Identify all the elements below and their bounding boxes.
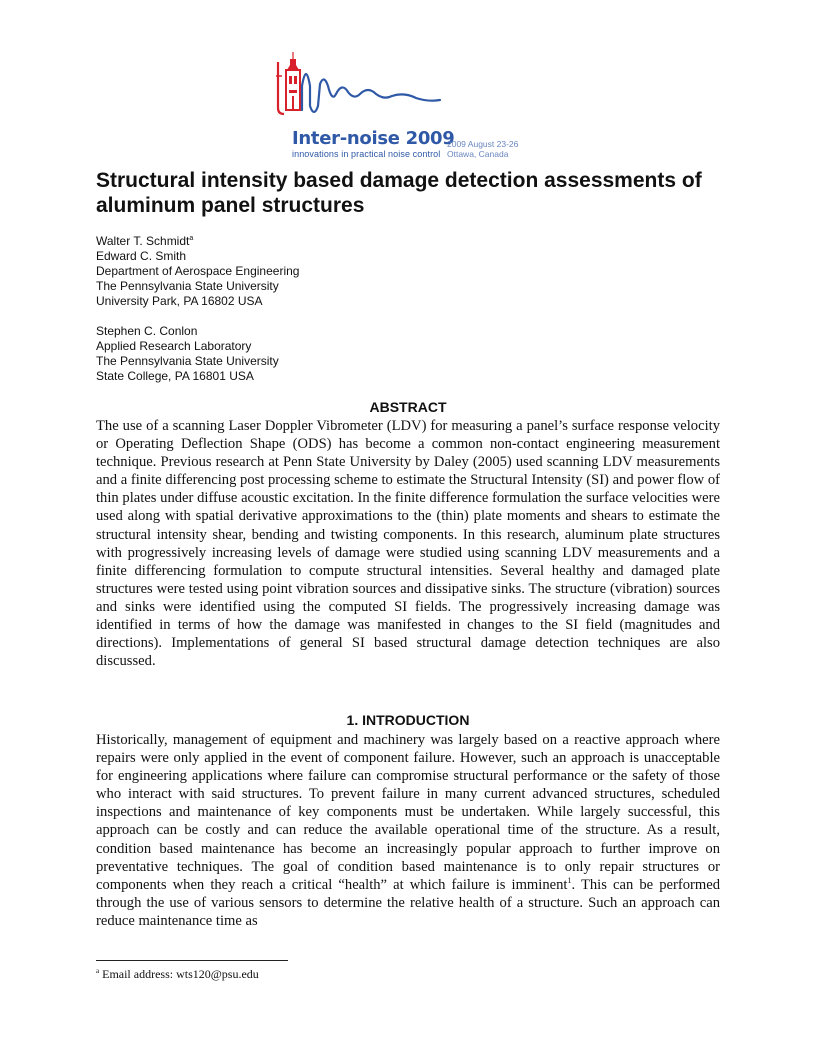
- footnote: [96, 967, 259, 982]
- footnote-text: Email address: wts120@psu.edu: [99, 967, 259, 981]
- author-name: Walter T. Schmidt: [96, 234, 190, 248]
- author-line: [96, 234, 299, 249]
- affiliation-line: Applied Research Laboratory: [96, 339, 252, 353]
- affiliation-line: The Pennsylvania State University: [96, 354, 279, 368]
- intro-paragraph: [96, 731, 720, 930]
- logo-tagline: innovations in practical noise control: [292, 149, 441, 159]
- logo-graphic: [272, 48, 532, 128]
- logo-date-line: 2009 August 23-26: [447, 139, 519, 149]
- logo-title: Inter-noise 2009: [292, 128, 455, 149]
- affiliation-line: The Pennsylvania State University: [96, 279, 279, 293]
- author-block-1: [96, 234, 299, 309]
- reference-marker: 1: [567, 875, 572, 885]
- author-name: Stephen C. Conlon: [96, 324, 198, 338]
- paper-title: Structural intensity based damage detection assessments of aluminum panel structures: [96, 169, 702, 217]
- wave-icon: [302, 74, 440, 112]
- footnote-divider: [96, 960, 288, 961]
- affiliation-line: Department of Aerospace Engineering: [96, 264, 300, 278]
- affiliation-line: University Park, PA 16802 USA: [96, 294, 263, 308]
- author-block-2: [96, 324, 279, 384]
- intro-text-continued: . This can be performed through the use of various sensors to determine the relative health of a structure. Such an approach can reduce maintenance time as: [96, 876, 720, 929]
- tower-icon: [276, 52, 300, 114]
- intro-heading: 1. INTRODUCTION: [346, 712, 470, 728]
- footnote-marker: a: [189, 235, 194, 242]
- affiliation-line: State College, PA 16801 USA: [96, 369, 254, 383]
- footnote-marker: a: [96, 967, 100, 975]
- author-name: Edward C. Smith: [96, 249, 187, 263]
- conference-logo: [272, 48, 532, 163]
- logo-location-line: Ottawa, Canada: [447, 149, 509, 159]
- intro-text: Historically, management of equipment and machinery was largely based on a reactive approach where repairs were only applied in the event of component failure. However, such an approach is unacceptable for engineering applications where failure can compromise structural performance or the safety of those who interact with said structures. To prevent failure in many current advanced structures, scheduled inspections and maintenance of key components must be undertaken. While largely successful, this approach can be costly and can reduce the available operational time of the structure. As a result, condition based maintenance has become an increasingly popular approach to further improve on preventative techniques. The goal of condition based maintenance is to only repair structures or components when they reach a critical “health” at which failure is imminent: [96, 732, 720, 893]
- abstract-heading: ABSTRACT: [369, 399, 447, 415]
- logo-date: [447, 139, 518, 159]
- abstract-text: The use of a scanning Laser Doppler Vibrometer (LDV) for measuring a panel’s surface response velocity or Operating Deflection Shape (ODS) has become a common non-contact engineering measurement technique. Previous research at Penn State University by Daley (2005) used scanning LDV measurements and a finite differencing post processing scheme to estimate the Structural Intensity (SI) and power flow of thin plates under diffuse acoustic excitation. In the finite difference formulation the surface velocities were used along with spatial derivative approximations to the (thin) plate moments and shears to estimate the structural intensity shear, bending and twisting components. In this research, aluminum plate structures with progressively increasing levels of damage were studied using scanning LDV measurements and a finite differencing formulation to compute structural intensities. Several healthy and damaged plate structures were tested using point vibration sources and dissipative sinks. The structure (vibration) sources and sinks were identified using the computed SI fields. The progressively increasing damage was identified in terms of how the damage was manifested in changes to the SI field (magnitudes and directions). Implementations of general SI based structural damage detection techniques are also discussed.: [96, 418, 720, 670]
